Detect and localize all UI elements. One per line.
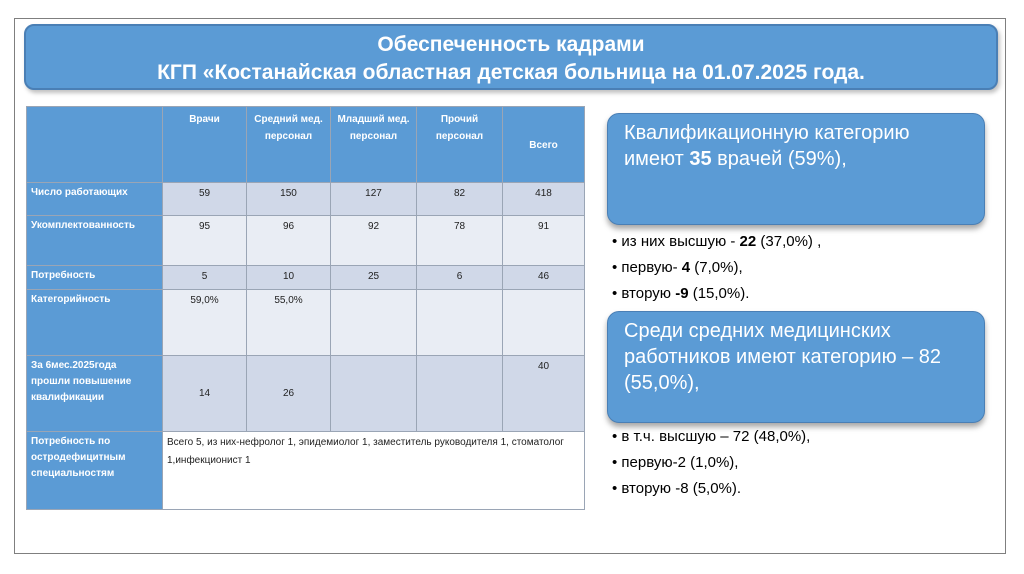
list-item [612, 281, 1002, 307]
table-cell [417, 290, 503, 356]
doctors-category-callout [607, 113, 985, 225]
header-cell [27, 107, 163, 183]
row-label: Категорийность [27, 290, 163, 356]
table-cell: 82 [417, 183, 503, 216]
table-cell: 5 [163, 266, 247, 290]
row-label: За 6мес.2025года прошли повышение квалификации [27, 356, 163, 432]
table-cell [331, 290, 417, 356]
table-cell [331, 356, 417, 432]
title-line-1: Обеспеченность кадрами [377, 33, 645, 56]
item-text: (15,0%). [688, 285, 750, 302]
item-text: вторую [621, 285, 676, 302]
header-cell: Младший мед. персонал [331, 107, 417, 183]
table-cell: 91 [503, 216, 585, 266]
item-number: 4 [681, 259, 691, 276]
table-cell: 46 [503, 266, 585, 290]
shortage-note: Всего 5, из них-нефролог 1, эпидемиолог 1, заместитель руководителя 1, стоматолог 1,инфекционист 1 [163, 432, 585, 510]
table-row [27, 290, 585, 356]
table-cell: 59 [163, 183, 247, 216]
table-header-row [27, 107, 585, 183]
table-cell: 78 [417, 216, 503, 266]
callout-text: Среди средних медицинских работников имеют категорию – 82 (55,0%), [624, 320, 942, 394]
list-item: • в т.ч. высшую – 72 (48,0%), [612, 424, 1002, 450]
item-number: -9 [675, 285, 689, 302]
doctors-category-list [612, 229, 1002, 307]
callout-number: 35 [689, 148, 712, 170]
nurses-category-list [612, 424, 1002, 502]
header-cell: Средний мед. персонал [247, 107, 331, 183]
table-cell: 127 [331, 183, 417, 216]
table-cell: 96 [247, 216, 331, 266]
table-cell: 6 [417, 266, 503, 290]
table-cell: 92 [331, 216, 417, 266]
slide-title [24, 24, 998, 90]
item-text: (37,0%) , [756, 233, 822, 250]
title-line-2: КГП «Костанайская областная детская больница на 01.07.2025 года. [157, 61, 865, 84]
row-label: Число работающих [27, 183, 163, 216]
table-cell: 25 [331, 266, 417, 290]
table-cell: 14 [163, 356, 247, 432]
table-cell: 95 [163, 216, 247, 266]
table-row [27, 216, 585, 266]
callout-text: Квалификационную категорию имеют [624, 122, 910, 170]
table-cell: 59,0% [163, 290, 247, 356]
list-item [612, 255, 1002, 281]
table-row [27, 183, 585, 216]
table-cell: 55,0% [247, 290, 331, 356]
table-row [27, 432, 585, 510]
item-text: (7,0%), [690, 259, 743, 276]
item-text: первую- [621, 259, 682, 276]
table-cell: 40 [503, 356, 585, 432]
nurses-category-callout [607, 311, 985, 423]
row-label: Укомплектованность [27, 216, 163, 266]
row-label: Потребность [27, 266, 163, 290]
list-item [612, 229, 1002, 255]
list-item: • первую-2 (1,0%), [612, 450, 1002, 476]
table-row [27, 266, 585, 290]
header-cell: Прочий персонал [417, 107, 503, 183]
table-cell: 26 [247, 356, 331, 432]
header-cell: Врачи [163, 107, 247, 183]
table-cell: 418 [503, 183, 585, 216]
row-label: Потребность по остродефицитным специальностям [27, 432, 163, 510]
table-cell: 10 [247, 266, 331, 290]
header-cell: Всего [503, 107, 585, 183]
table-cell: 150 [247, 183, 331, 216]
staffing-table [26, 106, 585, 510]
table-row [27, 356, 585, 432]
item-text: из них высшую - [621, 233, 740, 250]
table-cell [417, 356, 503, 432]
callout-text: врачей (59%), [711, 148, 847, 170]
item-number: 22 [739, 233, 757, 250]
list-item: • вторую -8 (5,0%). [612, 476, 1002, 502]
table-cell [503, 290, 585, 356]
